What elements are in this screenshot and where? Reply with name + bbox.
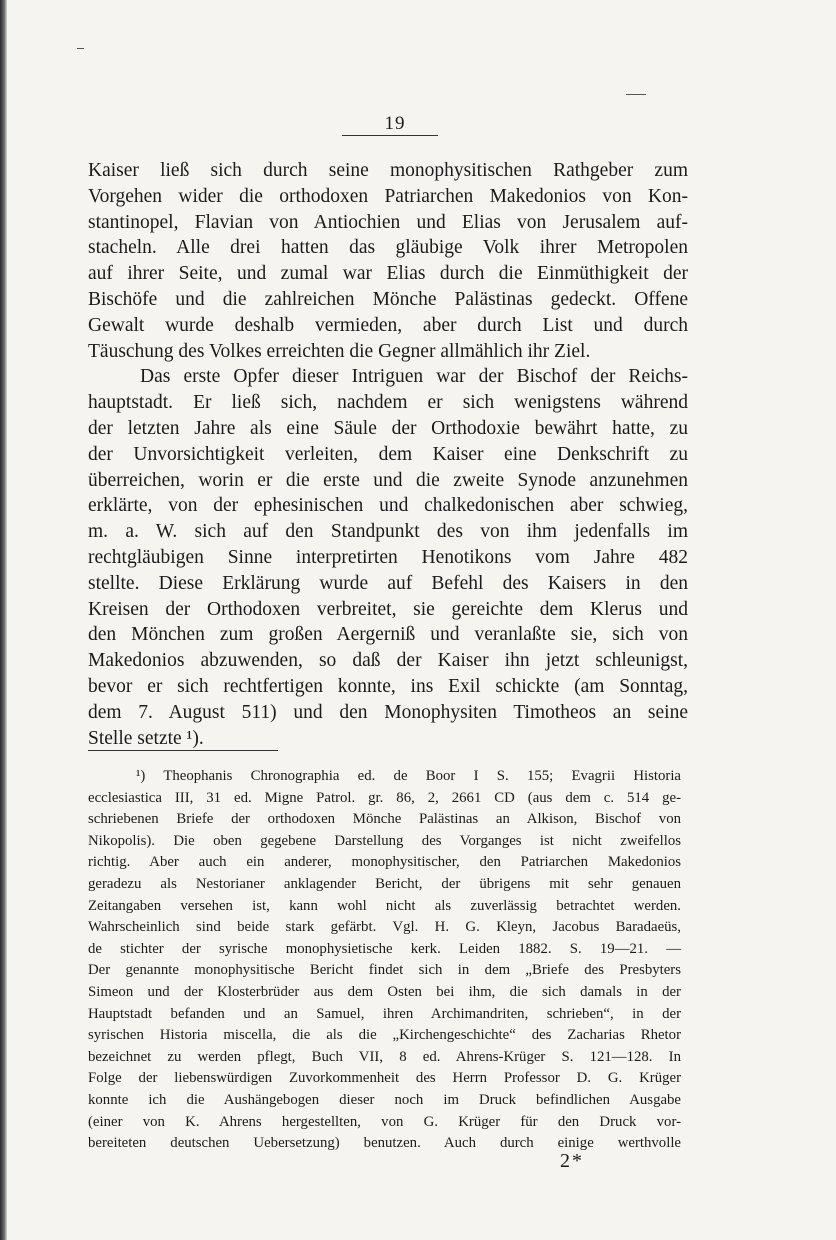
body-line: erklärte, von der ephesinischen und chalkedonischen aber schwieg, — [88, 495, 688, 517]
body-line: stantinopel, Flavian von Antiochien und Elias von Jerusalem auf- — [88, 211, 688, 233]
scan-mark — [77, 48, 84, 49]
footnote-line: schriebenen Briefe der orthodoxen Mönche Palästinas an Alkison, Bischof von — [88, 811, 681, 828]
printer-signature: 2* — [560, 1150, 584, 1172]
body-line: den Mönchen zum großen Aergerniß und veranlaßte sie, sich von — [88, 624, 688, 646]
body-line: der letzten Jahre als eine Säule der Orthodoxie bewährt hatte, zu — [88, 417, 688, 439]
body-line: der Unvorsichtigkeit verleiten, dem Kaiser eine Denkschrift zu — [88, 443, 688, 465]
footnote-line: richtig. Aber auch ein anderer, monophysitischer, den Patriarchen Makedonios — [88, 854, 681, 871]
body-line: Makedonios abzuwenden, so daß der Kaiser ihn jetzt schleunigst, — [88, 650, 688, 672]
body-line: Gewalt wurde deshalb vermieden, aber durch List und durch — [88, 314, 688, 336]
scan-mark — [626, 94, 646, 95]
body-line: rechtgläubigen Sinne interpretirten Henotikons vom Jahre 482 — [88, 546, 688, 568]
footnote-rule — [88, 750, 278, 751]
body-line: Das erste Opfer dieser Intriguen war der Bischof der Reichs- — [140, 366, 688, 388]
footnote-line: de stichter der syrische monophysietische kerk. Leiden 1882. S. 19—21. — — [88, 940, 681, 957]
footnote-line: Simeon und der Klosterbrüder aus dem Osten bei ihm, die sich damals in der — [88, 983, 681, 1000]
body-line: hauptstadt. Er ließ sich, nachdem er sich wenigstens während — [88, 392, 688, 414]
body-line: überreichen, worin er die erste und die zweite Synode anzunehmen — [88, 469, 688, 491]
body-line: Vorgehen wider die orthodoxen Patriarchen Makedonios von Kon- — [88, 185, 688, 207]
footnote-line: bezeichnet zu werden pflegt, Buch VII, 8 ed. Ahrens-Krüger S. 121—128. In — [88, 1048, 681, 1065]
body-line: Stelle setzte ¹). — [88, 727, 204, 749]
footnote-line: geradezu als Nestorianer anklagender Bericht, der übrigens mit sehr genauen — [88, 875, 681, 892]
body-line: auf ihrer Seite, und zumal war Elias durch die Einmüthigkeit der — [88, 263, 688, 285]
footnote-line: bereiteten deutschen Uebersetzung) benutzen. Auch durch einige werthvolle — [88, 1135, 681, 1152]
footnote-line: Hauptstadt befanden und an Samuel, ihren Archimandriten, schrieben“, in der — [88, 1005, 681, 1022]
body-line: stacheln. Alle drei hatten das gläubige Volk ihrer Metropolen — [88, 237, 688, 259]
body-text — [88, 158, 688, 751]
body-line: stellte. Diese Erklärung wurde auf Befehl des Kaisers in den — [88, 572, 688, 594]
footnote-line: Der genannte monophysitische Bericht findet sich in dem „Briefe des Presbyters — [88, 962, 681, 979]
footnote — [88, 766, 681, 1155]
body-line: Täuschung des Volkes erreichten die Gegner allmählich ihr Ziel. — [88, 340, 591, 362]
scan-edge — [0, 0, 7, 1240]
footnote-line: syrischen Historia miscella, die als die „Kirchengeschichte“ des Zacharias Rhetor — [88, 1027, 681, 1044]
page-number-rule — [342, 135, 438, 136]
body-line: m. a. W. sich auf den Standpunkt des von ihm jedenfalls im — [88, 521, 688, 543]
footnote-line: Wahrscheinlich sind beide stark gefärbt. Vgl. H. G. Kleyn, Jacobus Baradaeüs, — [88, 919, 681, 936]
footnote-line: Nikopolis). Die oben gegebene Darstellung des Vorganges ist nicht zweifellos — [88, 832, 681, 849]
footnote-line: ecclesiastica III, 31 ed. Migne Patrol. gr. 86, 2, 2661 CD (aus dem c. 514 ge- — [88, 789, 681, 806]
footnote-line: ¹) Theophanis Chronographia ed. de Boor I S. 155; Evagrii Historia — [136, 768, 681, 784]
footnote-line: Zeitangaben versehen ist, kann wohl nicht als zuverlässig betrachtet werden. — [88, 897, 681, 914]
body-line: Bischöfe und die zahlreichen Mönche Palästinas gedeckt. Offene — [88, 288, 688, 310]
footnote-line: konnte ich die Aushängebogen dieser noch im Druck befindlichen Ausgabe — [88, 1091, 681, 1108]
footnote-line: Folge der liebenswürdigen Zuvorkommenheit des Herrn Professor D. G. Krüger — [88, 1070, 681, 1087]
body-line: Kaiser ließ sich durch seine monophysitischen Rathgeber zum — [88, 160, 688, 181]
body-line: bevor er sich rechtfertigen konnte, ins Exil schickte (am Sonntag, — [88, 675, 688, 697]
body-line: dem 7. August 511) und den Monophysiten Timotheos an seine — [88, 701, 688, 723]
footnote-line: (einer von K. Ahrens hergestellten, von G. Krüger für den Druck vor- — [88, 1113, 681, 1130]
page-number: 19 — [384, 113, 406, 134]
body-line: Kreisen der Orthodoxen verbreitet, sie gereichte dem Klerus und — [88, 598, 688, 620]
